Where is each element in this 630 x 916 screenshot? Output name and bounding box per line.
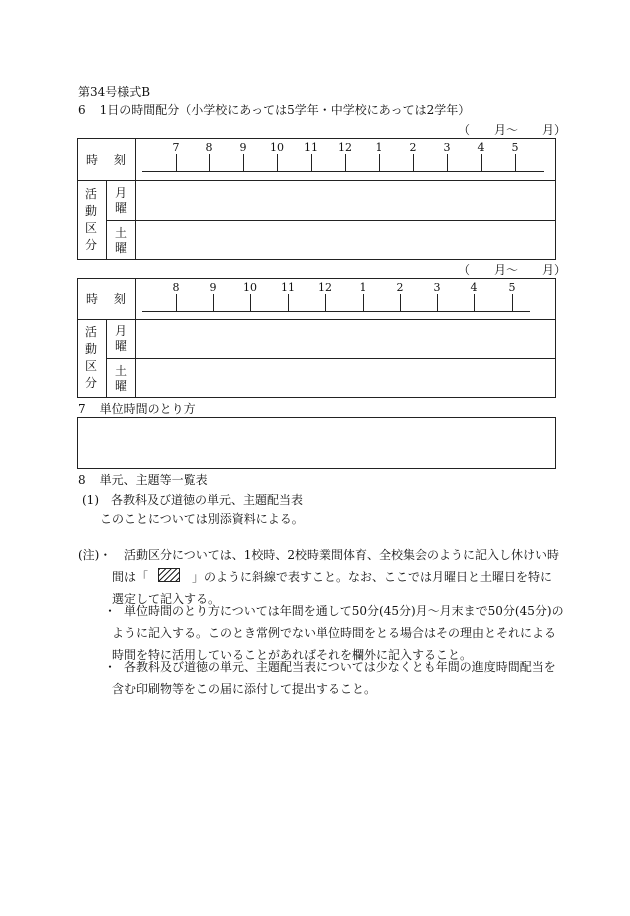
hour-label: 12 — [338, 141, 352, 154]
section6-number: 6 — [78, 103, 86, 117]
section7-title: 単位時間のとり方 — [99, 402, 196, 416]
table1-activity-label: 活 動 区 分 — [84, 187, 97, 252]
hour-label: 2 — [409, 141, 417, 154]
section8-body: このことについては別添資料による。 — [100, 512, 304, 526]
table2-period: （ 月〜 月） — [458, 263, 567, 277]
hour-label: 12 — [318, 281, 332, 294]
table2-saturday-label: 土 曜 — [114, 364, 127, 393]
table1-time-label: 時 刻 — [86, 153, 126, 167]
section8-sub-title: 各教科及び道徳の単元、主題配当表 — [111, 493, 304, 507]
hour-label: 3 — [443, 141, 451, 154]
hour-label: 8 — [205, 141, 213, 154]
table1-saturday-label: 土 曜 — [114, 226, 127, 255]
section6-heading — [78, 102, 470, 118]
section7-number: 7 — [78, 402, 86, 416]
section8-sub-heading — [82, 492, 303, 508]
table2-time-label: 時 刻 — [86, 292, 126, 306]
note1-line2: 間は「 」のように斜線で表すこと。なお、ここでは月曜日と土曜日を特に — [112, 570, 553, 584]
section8-sub-number: (1) — [82, 493, 99, 507]
table1-period: （ 月〜 月） — [458, 123, 567, 137]
notes-prefix: (注)・ — [78, 548, 112, 562]
note2-line3: 時間を特に活用していることがあればそれを欄外に記入すること。 — [112, 648, 473, 662]
section8-title: 単元、主題等一覧表 — [99, 473, 208, 487]
section6-title: 1日の時間配分（小学校にあっては5学年・中学校にあっては2学年） — [99, 103, 471, 117]
hour-label: 1 — [359, 281, 367, 294]
hour-label: 9 — [209, 281, 217, 294]
section7-heading — [78, 401, 196, 417]
hour-label: 9 — [239, 141, 247, 154]
table2-monday-label: 月 曜 — [114, 324, 127, 353]
hour-label: 11 — [281, 281, 295, 294]
hour-label: 2 — [396, 281, 404, 294]
table1-monday-label: 月 曜 — [114, 186, 127, 215]
section8-number: 8 — [78, 473, 86, 487]
hour-label: 10 — [243, 281, 257, 294]
table1-saturday-cell[interactable] — [136, 221, 555, 259]
table2-monday-cell[interactable] — [136, 320, 555, 357]
hatch-sample-icon — [158, 568, 180, 582]
note2-bullet: ・ — [104, 604, 117, 618]
note3-bullet: ・ — [104, 660, 117, 674]
note3-line2: 含む印刷物等をこの届に添付して提出すること。 — [112, 682, 377, 696]
hour-label: 4 — [477, 141, 485, 154]
unit-time-box[interactable] — [77, 417, 556, 469]
table2-activity-label: 活 動 区 分 — [84, 325, 97, 390]
table2-saturday-cell[interactable] — [136, 359, 555, 397]
hour-label: 3 — [433, 281, 441, 294]
hour-label: 5 — [511, 141, 519, 154]
note1-line1: 活動区分については、1校時、2校時業間体育、全校集会のように記入し休けい時 — [124, 548, 560, 562]
hour-label: 4 — [470, 281, 478, 294]
hour-label: 5 — [508, 281, 516, 294]
hour-label: 8 — [172, 281, 180, 294]
note1-line3: 選定して記入する。 — [112, 592, 221, 606]
note3-line1: 各教科及び道徳の単元、主題配当表については少なくとも年間の進度時間配当を — [124, 660, 556, 674]
section8-heading — [78, 472, 208, 488]
hour-label: 1 — [375, 141, 383, 154]
note2-line2: ように記入する。このとき常例でない単位時間をとる場合はその理由とそれによる — [112, 626, 557, 640]
table1-monday-cell[interactable] — [136, 181, 555, 219]
note2-line1: 単位時間のとり方については年間を通して50分(45分)月〜月末まで50分(45分)の — [124, 604, 564, 618]
hour-label: 10 — [270, 141, 284, 154]
form-title: 第34号様式B — [78, 85, 151, 99]
hour-label: 11 — [304, 141, 318, 154]
hour-label: 7 — [172, 141, 180, 154]
